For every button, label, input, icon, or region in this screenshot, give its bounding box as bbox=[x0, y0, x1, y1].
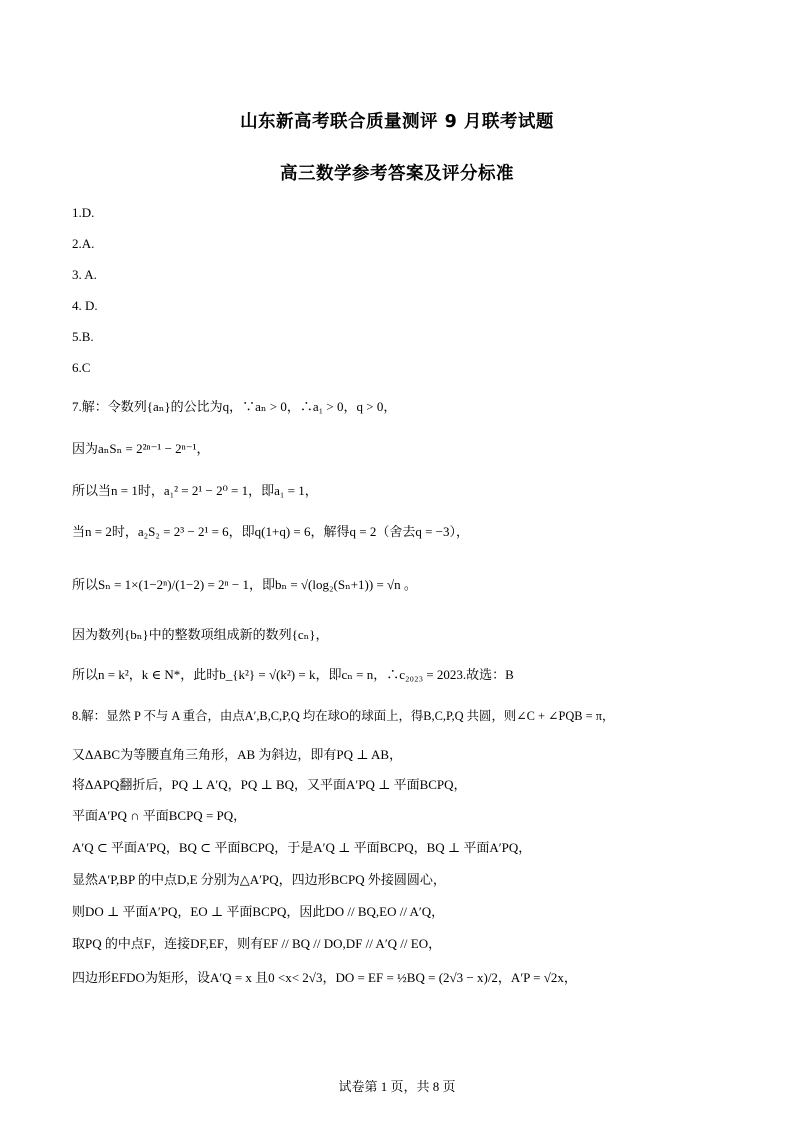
answer-5: 5.B. bbox=[72, 329, 94, 344]
solution-line: 8.解：显然 P 不与 A 重合，由点A′,B,C,P,Q 均在球O的球面上，得B,C,P,Q 共圆，则∠C + ∠PQB = π， bbox=[72, 709, 615, 723]
answer-3: 3. A. bbox=[72, 267, 97, 282]
answer-2: 2.A. bbox=[72, 236, 95, 251]
solution-line: 因为aₙSₙ = 2²ⁿ⁻¹ − 2ⁿ⁻¹， bbox=[72, 441, 210, 456]
answer-4: 4. D. bbox=[72, 298, 98, 313]
solution-line: A′Q ⊂ 平面A′PQ，BQ ⊂ 平面BCPQ，于是A′Q ⊥ 平面BCPQ，BQ ⊥ 平面A′PQ， bbox=[72, 840, 532, 855]
solution-line: 又ΔABC为等腰直角三角形，AB 为斜边，即有PQ ⊥ AB， bbox=[72, 747, 403, 762]
solution-line: 所以当n = 1时，a₁² = 2¹ − 2⁰ = 1，即a₁ = 1， bbox=[72, 483, 318, 498]
solution-line: 7.解：令数列{aₙ}的公比为q，∵aₙ > 0，∴a₁ > 0，q > 0， bbox=[72, 399, 397, 414]
answer-1: 1.D. bbox=[72, 205, 95, 220]
answer-6: 6.C bbox=[72, 360, 91, 375]
solution-line: 因为数列{bₙ}中的整数项组成新的数列{cₙ}， bbox=[72, 627, 329, 642]
document-subtitle: 高三数学参考答案及评分标准 bbox=[280, 164, 514, 184]
solution-line: 显然A′P,BP 的中点D,E 分别为△A′PQ，四边形BCPQ 外接圆圆心， bbox=[72, 872, 446, 887]
solution-line: 则DO ⊥ 平面A′PQ，EO ⊥ 平面BCPQ，因此DO // BQ,EO // A′Q， bbox=[72, 904, 445, 919]
solution-line: 四边形EFDO为矩形，设A′Q = x 且0 <x< 2√3，DO = EF = ½BQ = (2√3 − x)/2，A′P = √2x， bbox=[72, 970, 577, 985]
document-title: 山东新高考联合质量测评 9 月联考试题 bbox=[240, 112, 554, 132]
solution-line: 所以Sₙ = 1×(1−2ⁿ)/(1−2) = 2ⁿ − 1，即bₙ = √(log₂(Sₙ+1)) = √n 。 bbox=[72, 577, 417, 592]
solution-line: 平面A′PQ ∩ 平面BCPQ = PQ， bbox=[72, 808, 247, 823]
solution-line: 所以n = k²，k ∈ N*，此时b_{k²} = √(k²) = k，即cₙ = n，∴c₂₀₂₃ = 2023.故选：B bbox=[72, 667, 514, 682]
solution-line: 取PQ 的中点F，连接DF,EF，则有EF // BQ // DO,DF // A′Q // EO， bbox=[72, 936, 442, 951]
page-footer: 试卷第 1 页，共 8 页 bbox=[338, 1079, 456, 1094]
solution-line: 将ΔAPQ翻折后，PQ ⊥ A′Q，PQ ⊥ BQ，又平面A′PQ ⊥ 平面BCPQ， bbox=[72, 777, 467, 792]
solution-line: 当n = 2时，a₂S₂ = 2³ − 2¹ = 6，即q(1+q) = 6，解得q = 2（舍去q = −3）， bbox=[72, 524, 470, 539]
